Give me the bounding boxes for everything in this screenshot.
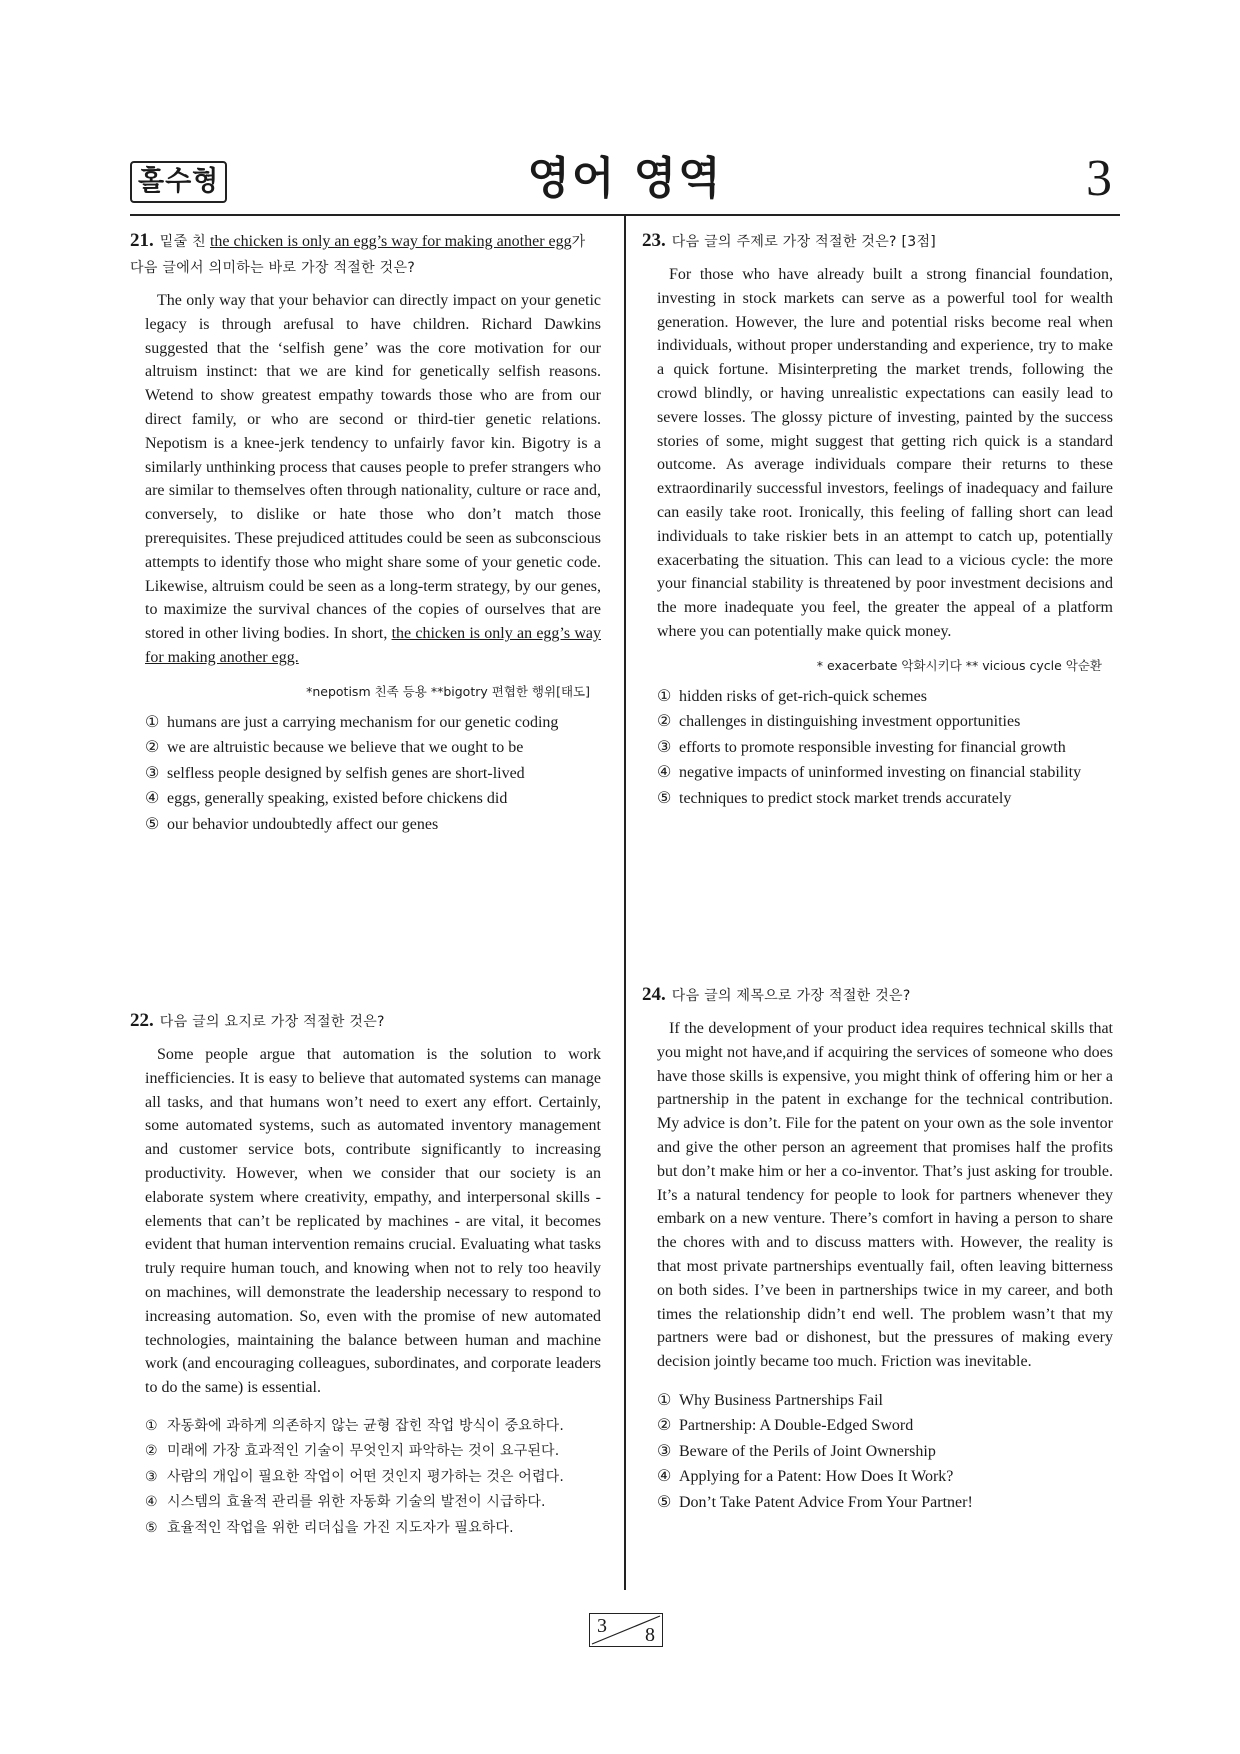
question-21-prompt-prefix: 밑줄 친 (159, 234, 206, 250)
option-text: techniques to predict stock market trends accurately (679, 789, 1012, 807)
option-marker: ② (145, 1443, 158, 1460)
question-21 (130, 228, 601, 837)
question-22-option-4[interactable] (145, 1490, 590, 1516)
question-21-passage-underlined: the chicken is only an egg’s way for making another egg. (145, 625, 601, 666)
option-marker: ② (145, 739, 160, 757)
question-24 (642, 982, 1113, 1515)
option-text: our behavior undoubtedly affect our genes (167, 815, 439, 833)
question-23-option-5[interactable] (657, 786, 1102, 812)
option-text: humans are just a carrying mechanism for our genetic coding (167, 713, 559, 731)
question-22-number: 22. (130, 1010, 154, 1031)
question-24-option-4[interactable] (657, 1464, 1102, 1490)
option-marker: ③ (657, 738, 672, 756)
question-23-option-1[interactable] (657, 684, 1102, 710)
option-marker: ④ (145, 790, 160, 808)
option-text: Why Business Partnerships Fail (679, 1391, 883, 1409)
column-divider (624, 216, 626, 1590)
option-marker: ② (657, 1417, 672, 1435)
option-text: challenges in distinguishing investment opportunities (679, 713, 1021, 731)
option-marker: ① (145, 713, 160, 731)
page-indicator (589, 1613, 663, 1647)
option-text: Don’t Take Patent Advice From Your Partner! (679, 1493, 973, 1511)
question-22-heading (130, 1008, 590, 1035)
question-21-prompt-suffix: 가 다음 글에서 의미하는 바로 가장 적절한 것은? (130, 234, 586, 276)
option-marker: ① (657, 1391, 672, 1409)
question-21-option-5[interactable] (145, 812, 590, 838)
option-marker: ⑤ (145, 815, 160, 833)
question-21-option-1[interactable] (145, 710, 590, 736)
question-24-passage: If the development of your product idea requires technical skills that you might not have,and if acquiring the services of someone who does have those skills is expensive, you might think of offering him or her a partnership in the patent in exchange for the technical contribution. My advice is don’t. File for the patent on your own as the sole inventor and give the other person an agreement that promises half the profits but don’t make him or her a co-inventor. That’s just asking for trouble. It’s a natural tendency for people to look for partners whenever they embark on a new venture. There’s comfort in having a person to share the chores with and to discuss matters with. However, the reality is that most private partnerships eventually fail, often leaving bitterness on both sides. I’ve been in partnerships twice in my career, and both times the relationship didn’t end well. The problem wasn’t that my partners were bad or dishonest, but the pressures of making every decision jointly became too much. Friction was inevitable. (657, 1020, 1113, 1371)
option-marker: ② (657, 713, 672, 731)
question-24-number: 24. (642, 984, 666, 1005)
question-23-prompt: 다음 글의 주제로 가장 적절한 것은? [3점] (671, 234, 937, 250)
option-marker: ⑤ (145, 1519, 158, 1536)
question-24-heading (642, 982, 1102, 1009)
option-text: 시스템의 효율적 관리를 위한 자동화 기술의 발전이 시급하다. (167, 1494, 546, 1511)
option-text: 미래에 가장 효과적인 기술이 무엇인지 파악하는 것이 요구된다. (167, 1443, 560, 1460)
question-24-option-5[interactable] (657, 1490, 1102, 1516)
question-22-passage: Some people argue that automation is the solution to work inefficiencies. It is easy to believe that automated systems can manage all tasks, and that humans won’t need to exert any effort. Certainly, some automated systems, such as automated inventory management and customer service bots, contribute significantly to increasing productivity. However, when we consider that our society is an elaborate system where creativity, empathy, and interpersonal skills - elements that can’t be replicated by machines - are vital, it becomes evident that human intervention remains crucial. Evaluating what tasks truly require human touch, and knowing when not to rely too heavily on machines, will demonstrate the leadership necessary to respond to increasing automation. So, even with the promise of new automated technologies, maintaining the balance between human and machine work (and encouraging colleagues, subordinates, and corporate leaders to do the same) is essential. (145, 1046, 601, 1397)
page-total: 8 (645, 1624, 655, 1646)
question-24-option-3[interactable] (657, 1439, 1102, 1465)
question-21-option-3[interactable] (145, 761, 590, 787)
question-24-option-1[interactable] (657, 1388, 1102, 1414)
question-24-option-2[interactable] (657, 1413, 1102, 1439)
page-header (130, 148, 1120, 214)
option-text: hidden risks of get-rich-quick schemes (679, 687, 927, 705)
option-text: efforts to promote responsible investing for financial growth (679, 738, 1066, 756)
question-21-number: 21. (130, 230, 154, 251)
question-21-footnote: *nepotism 친족 등용 **bigotry 편협한 행위[태도] (306, 683, 590, 699)
question-23-footnote: * exacerbate 악화시키다 ** vicious cycle 악순환 (816, 657, 1102, 673)
question-24-prompt: 다음 글의 제목으로 가장 적절한 것은? (671, 988, 911, 1004)
question-21-heading (130, 228, 590, 281)
option-text: Beware of the Perils of Joint Ownership (679, 1442, 936, 1460)
question-22-option-1[interactable] (145, 1414, 590, 1440)
option-marker: ⑤ (657, 789, 672, 807)
option-text: negative impacts of uninformed investing on financial stability (679, 764, 1082, 782)
question-23-heading (642, 228, 1102, 255)
option-text: 사람의 개입이 필요한 작업이 어떤 것인지 평가하는 것은 어렵다. (167, 1468, 564, 1485)
question-21-quote: the chicken is only an egg’s way for making another egg (209, 233, 572, 250)
option-marker: ⑤ (657, 1493, 672, 1511)
question-23-option-2[interactable] (657, 709, 1102, 735)
question-22-prompt: 다음 글의 요지로 가장 적절한 것은? (159, 1014, 385, 1030)
exam-type-badge: 홀수형 (130, 161, 227, 203)
question-22-option-5[interactable] (145, 1516, 590, 1542)
question-22-options (145, 1414, 590, 1542)
question-22-option-2[interactable] (145, 1439, 590, 1465)
option-marker: ③ (145, 764, 160, 782)
option-marker: ① (145, 1417, 158, 1434)
question-21-options (145, 710, 590, 838)
question-23-number: 23. (642, 230, 666, 251)
option-marker: ③ (657, 1442, 672, 1460)
subject-title: 영어 영역 (527, 153, 723, 204)
option-marker: ④ (657, 1468, 672, 1486)
option-text: Partnership: A Double-Edged Sword (679, 1417, 914, 1435)
question-23-option-4[interactable] (657, 760, 1102, 786)
option-text: eggs, generally speaking, existed before chickens did (167, 790, 508, 808)
question-23-option-3[interactable] (657, 735, 1102, 761)
question-23-options (657, 684, 1102, 812)
question-23-passage: For those who have already built a strong financial foundation, investing in stock markets can serve as a powerful tool for wealth generation. However, the lure and potential risks become real when individuals, without proper understanding and experience, try to make a quick fortune. Misinterpreting the market trends, following the crowd blindly, or having unrealistic expectations can easily lead to severe losses. The glossy picture of investing, painted by the success stories of some, might suggest that getting rich quick is a standard outcome. As average individuals compare their returns to these extraordinarily successful investors, feelings of inadequacy and failure can easily take root. Ironically, this feeling of falling short can lead individuals to take riskier bets in an attempt to catch up, potentially exacerbating the situation. This can lead to a vicious cycle: the more your financial stability is threatened by poor investment decisions and the more inadequate you feel, the greater the appeal of a platform where you can potentially make quick money. (657, 266, 1113, 640)
option-marker: ① (657, 687, 672, 705)
page-current: 3 (597, 1615, 607, 1637)
option-text: selfless people designed by selfish genes are short-lived (167, 764, 525, 782)
option-text: 효율적인 작업을 위한 리더십을 가진 지도자가 필요하다. (167, 1519, 514, 1536)
question-22-option-3[interactable] (145, 1465, 590, 1491)
option-text: Applying for a Patent: How Does It Work? (679, 1468, 954, 1486)
option-marker: ④ (145, 1494, 158, 1511)
question-22 (130, 1008, 601, 1541)
option-marker: ③ (145, 1468, 158, 1485)
question-21-option-2[interactable] (145, 735, 590, 761)
question-21-passage (145, 289, 601, 670)
question-24-options (657, 1388, 1102, 1516)
question-21-passage-main: The only way that your behavior can directly impact on your genetic legacy is through arefusal to have children. Richard Dawkins suggested that the ‘selfish gene’ was the core motivation for our altruism instinct: that we are kind for genetically selfish reasons. Wetend to show greatest empathy towards those who are from our direct family, or who are second or third-tier genetic relations. Nepotism is a knee-jerk tendency to unfairly favor kin. Bigotry is a similarly unthinking process that causes people to prefer strangers who are similar to themselves often through nationality, culture or race and, conversely, to dislike or hate those who don’t match those prerequisites. These prejudiced attitudes could be seen as subconscious attempts to identify those who might share some of your genetic code. Likewise, altruism could be seen as a long-term strategy, by our genes, to maximize the survival chances of the copies of ourselves that are stored in other living bodies. In short, (145, 292, 601, 643)
option-text: we are altruistic because we believe that we ought to be (167, 739, 524, 757)
question-21-option-4[interactable] (145, 786, 590, 812)
option-text: 자동화에 과하게 의존하지 않는 균형 잡힌 작업 방식이 중요하다. (167, 1417, 564, 1434)
question-23 (642, 228, 1113, 811)
option-marker: ④ (657, 764, 672, 782)
page-number: 3 (1086, 150, 1112, 207)
